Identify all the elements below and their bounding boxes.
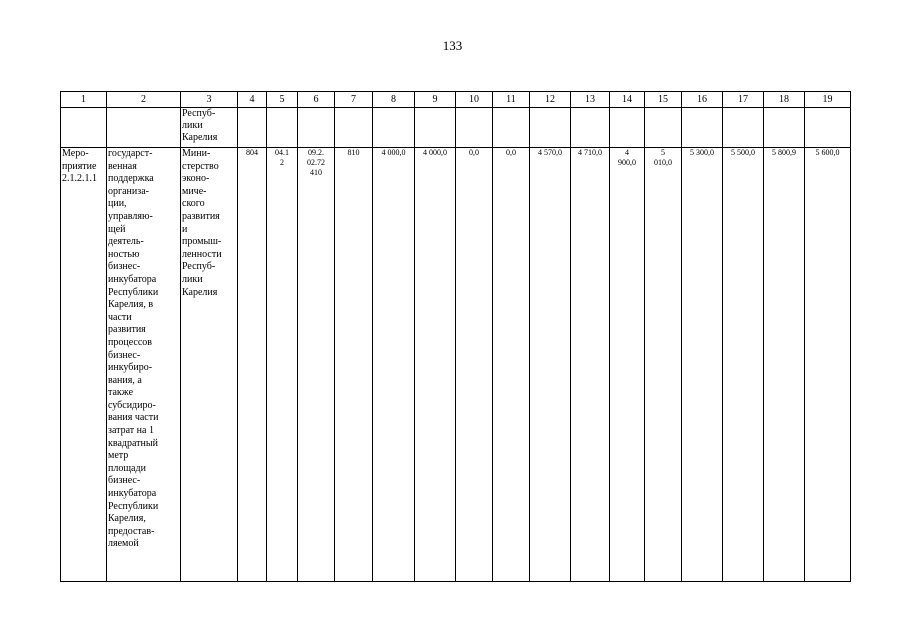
value-cell: 4 000,0 <box>415 148 456 582</box>
value-cell: 4 900,0 <box>610 148 645 582</box>
table-cell <box>530 108 571 148</box>
column-header: 11 <box>493 92 530 108</box>
column-header: 5 <box>267 92 298 108</box>
vr-cell: 810 <box>335 148 373 582</box>
column-header: 3 <box>181 92 238 108</box>
value-cell: 4 000,0 <box>373 148 415 582</box>
column-header: 16 <box>682 92 723 108</box>
budget-table <box>60 91 851 582</box>
table-cell <box>335 108 373 148</box>
table-cell <box>415 108 456 148</box>
table-cell <box>61 108 107 148</box>
column-header: 14 <box>610 92 645 108</box>
table-row <box>61 148 851 582</box>
measure-name-cell: государст- венная поддержка организа- ции, управляю- щей деятель- ностью бизнес- инкубатора Республики Карелия, в части развития процессов бизнес- инкубиро- вания, а также субсидиро- вания части затрат на 1 квадратный метр площади бизнес- инкубатора Республики Карелия, предостав- ляемой <box>107 148 181 582</box>
executor-cell: Мини- стерство эконо- миче- ского развития и промыш- ленности Респуб- лики Карелия <box>181 148 238 582</box>
table-cell <box>610 108 645 148</box>
value-cell: 4 710,0 <box>571 148 610 582</box>
page-number: 133 <box>442 38 463 53</box>
column-header: 6 <box>298 92 335 108</box>
value-cell: 5 600,0 <box>805 148 851 582</box>
value-cell: 0,0 <box>493 148 530 582</box>
value-cell: 0,0 <box>456 148 493 582</box>
column-header: 12 <box>530 92 571 108</box>
column-header: 15 <box>645 92 682 108</box>
value-cell: 5 300,0 <box>682 148 723 582</box>
column-header: 9 <box>415 92 456 108</box>
grbs-cell: 804 <box>238 148 267 582</box>
measure-code-cell: Меро- приятие 2.1.2.1.1 <box>61 148 107 582</box>
column-header: 19 <box>805 92 851 108</box>
value-cell: 5 010,0 <box>645 148 682 582</box>
table-cell <box>107 108 181 148</box>
table-cell <box>805 108 851 148</box>
value-cell: 4 570,0 <box>530 148 571 582</box>
column-header: 7 <box>335 92 373 108</box>
table-cell <box>267 108 298 148</box>
column-header: 18 <box>764 92 805 108</box>
executor-continuation-cell: Респуб- лики Карелия <box>181 108 238 148</box>
table-cell <box>373 108 415 148</box>
table-cell <box>645 108 682 148</box>
column-header-row <box>61 92 851 108</box>
column-header: 17 <box>723 92 764 108</box>
rz-pr-cell: 04.1 2 <box>267 148 298 582</box>
column-header: 1 <box>61 92 107 108</box>
table-cell <box>723 108 764 148</box>
table-row <box>61 108 851 148</box>
column-header: 13 <box>571 92 610 108</box>
column-header: 10 <box>456 92 493 108</box>
column-header: 2 <box>107 92 181 108</box>
column-header: 4 <box>238 92 267 108</box>
table-cell <box>456 108 493 148</box>
column-header: 8 <box>373 92 415 108</box>
table-cell <box>764 108 805 148</box>
table-cell <box>571 108 610 148</box>
table-cell <box>493 108 530 148</box>
csr-cell: 09.2. 02.72 410 <box>298 148 335 582</box>
value-cell: 5 800,9 <box>764 148 805 582</box>
value-cell: 5 500,0 <box>723 148 764 582</box>
table-cell <box>238 108 267 148</box>
table-cell <box>682 108 723 148</box>
table-cell <box>298 108 335 148</box>
